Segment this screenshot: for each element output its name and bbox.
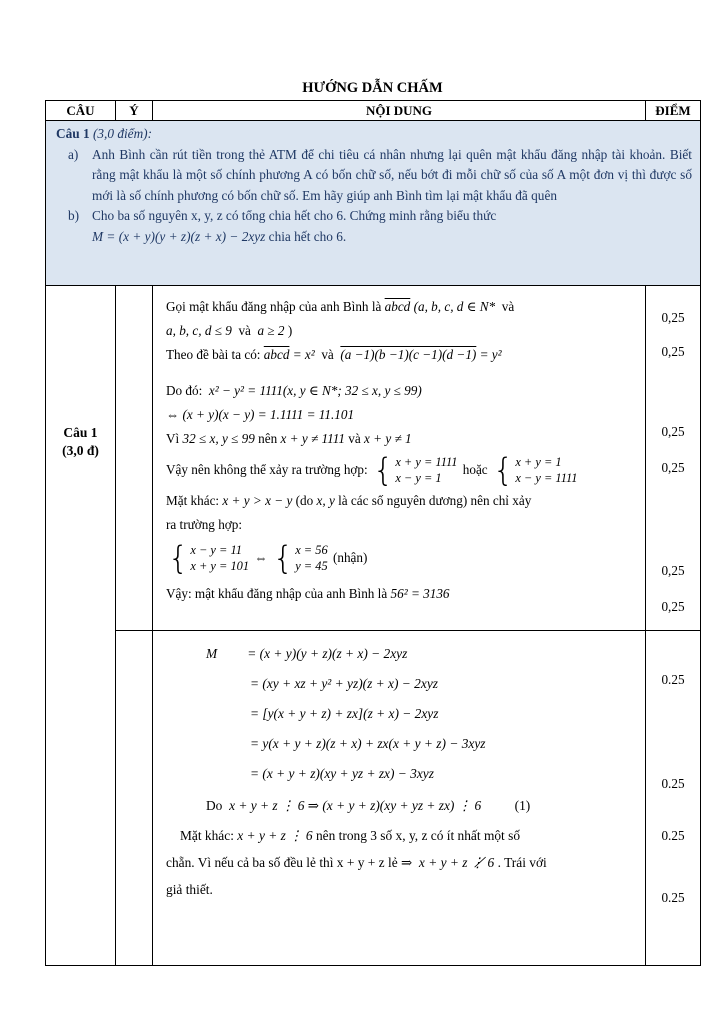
solution-line [166,583,635,605]
text-segment: và [314,347,341,362]
text-segment: Theo đề bài ta có: [166,347,264,362]
math-segment: ⇔ [251,550,271,566]
math-segment: x + y ≠ 1111 [280,431,345,446]
solution-question-cell [46,286,116,966]
text-segment: nên trong 3 số x, y, z có ít nhất một số [312,828,521,843]
score-value: 0,25 [661,563,685,578]
math-segment: = x² [289,347,315,362]
math-segment: x + y ≠ 1 [363,431,412,446]
equation-system [372,450,458,489]
system-equation: x − y = 11 [190,543,242,558]
system-equation: x + y = 101 [190,559,250,574]
text-segment: Do đó: [166,383,209,398]
item-b-text: Cho ba số nguyên x, y, z có tổng chia hết cho 6. Chứng minh rằng biểu thức [92,208,497,224]
problem-formula [54,227,692,248]
solution-question-points: (3,0 đ) [62,443,99,459]
text-segment: Mặt khác: [180,828,238,843]
system-brace-icon: { [372,450,394,489]
solution-row-part-a [46,286,701,631]
column-header-cau: CÂU [46,101,116,121]
score-value: 0.25 [661,890,685,905]
part-a-lines [166,296,635,605]
text-segment: nên [254,431,281,446]
text-segment: (nhận) [329,550,368,566]
solution-line [166,793,635,818]
problem-label: Câu 1 [56,126,90,141]
solution-line [166,344,635,366]
math-segment: = (xy + xz + y² + yz)(z + x) − 2xyz [250,675,438,691]
item-b-marker: b) [68,208,80,224]
solution-line [166,731,635,756]
math-segment: 56² = 3136 [390,585,450,601]
solution-line [166,539,635,578]
solution-line [166,701,635,726]
solution-line [166,761,635,786]
math-segment: a ≥ 2 [257,323,285,338]
y-cell-part-b [116,631,153,966]
score-value: 0,25 [661,310,685,325]
text-segment: hoặc [459,462,491,478]
item-a-text: Anh Bình cần rút tiền trong thẻ ATM để chi tiêu cá nhân nhưng lại quên mật khẩu đăng nhập tài khoản. Biết rằng mật khẩu là một số chính phương A có bốn chữ số, nếu bớt đi mỗi chữ số của số A một đơn vị thì được số mới là số chính phương có bốn chữ số. Em hãy giúp anh Bình tìm lại mật khẩu đã quên [92,146,692,203]
score-value: 0,25 [661,460,685,475]
problem-row [46,121,701,286]
column-header-y: Ý [116,101,153,121]
equation-system [168,539,250,578]
problem-points-note: (3,0 điểm): [92,126,153,141]
table-header-row [46,101,701,121]
y-cell-part-a [116,286,153,631]
score-value: 0,25 [661,599,685,614]
math-segment: M = (x + y)(y + z)(z + x) − 2xyz [206,645,408,661]
math-segment: ⇔ (x + y)(x − y) = 1.1111 = 11.101 [166,407,355,422]
formula-math: M = (x + y)(y + z)(z + x) − 2xyz [92,229,266,245]
score-value: 0,25 [661,344,685,359]
math-segment: ⇒ x + y + z ⋮̸ 6 [401,855,495,870]
text-segment: Vì [166,431,183,446]
solution-line [166,404,635,426]
system-equation: x + y = 1 [515,455,562,469]
solution-row-part-b [46,631,701,966]
math-segment: = y² [476,347,502,362]
system-brace-icon: { [492,450,514,489]
overlined-math-segment: abcd [263,347,290,362]
text-segment: Vậy: mật khẩu đăng nhập của anh Bình là [166,585,391,601]
solution-line [166,852,635,874]
overlined-math-segment: (a −1)(b −1)(c −1)(d −1) [340,347,477,362]
part-b-lines [166,641,635,901]
math-segment: (a, b, c, d ∈ N* [410,299,496,314]
item-a-marker: a) [68,146,79,162]
solution-line [166,296,635,318]
score-column-part-b [646,631,701,966]
solution-line [166,320,635,342]
score-value: 0.25 [661,672,685,687]
solution-question-label: Câu 1 [63,425,98,440]
formula-tail: chia hết cho 6. [265,229,347,245]
system-brace-icon: { [272,539,294,578]
problem-title [54,124,692,145]
text-segment: ) [284,323,293,338]
text-segment: và [344,431,364,446]
score-column-part-a [646,286,701,631]
math-segment: = y(x + y + z)(z + x) + zx(x + y + z) − 3xyz [250,735,486,751]
problem-item-b [54,206,692,227]
solution-line [166,428,635,450]
text-segment: Gọi mật khẩu đăng nhập của anh Bình là [166,299,385,314]
text-segment: (do [292,493,317,509]
math-segment: a, b, c, d ≤ 9 [166,323,232,338]
text-segment: (1) [481,797,531,813]
math-segment: x, y [316,493,335,509]
math-segment: 32 ≤ x, y ≤ 99 [182,431,255,446]
text-segment: Vậy nên không thể xảy ra trường hợp: [166,462,371,478]
math-segment: x + y > x − y [222,493,293,509]
text-segment: giả thiết. [166,882,213,897]
text-segment: ra trường hợp: [166,517,243,533]
score-value: 0.25 [661,776,685,791]
equation-system [492,450,578,489]
system-brace-icon: { [168,539,189,578]
math-segment: x + y + z ⋮ 6 [237,828,313,843]
problem-statement-cell [46,121,701,286]
system-equation: x − y = 1 [395,471,442,486]
solution-part-b-content [153,631,646,966]
solution-line [166,380,635,402]
math-segment: x² − y² = 1111(x, y ∈ N*; 32 ≤ x, y ≤ 99) [208,383,422,398]
column-header-noi-dung: NỘI DUNG [153,101,646,121]
system-equation: y = 45 [295,559,328,574]
text-segment: . Trái với [494,855,547,870]
text-segment: và [495,299,515,314]
problem-item-a [54,145,692,207]
system-equation: x − y = 1111 [515,471,578,486]
math-segment: = [y(x + y + z) + zx](z + x) − 2xyz [250,705,439,721]
math-segment: x + y + z ⋮ 6 ⇒ (x + y + z)(xy + yz + zx) ⋮ 6 [229,797,482,813]
solution-line [166,825,635,847]
solution-line [166,514,635,536]
solution-line [166,450,635,489]
text-segment: là các số nguyên dương) nên chỉ xảy [334,493,532,509]
column-header-diem: ĐIỂM [646,101,701,121]
text-segment: Mặt khác: [166,493,223,509]
grading-table [45,100,701,966]
text-segment: chẵn. Vì nếu cả ba số đều lẻ thì x + y + z lẻ [166,855,401,870]
solution-line [166,879,635,901]
system-equation: x + y = 1111 [395,455,458,469]
score-value: 0,25 [661,424,685,439]
text-segment: Do [206,797,230,813]
solution-line [166,671,635,696]
solution-line [166,641,635,666]
solution-part-a-content [153,286,646,631]
solution-line [166,490,635,512]
equation-system [272,539,328,578]
system-equation: x = 56 [295,543,328,558]
score-value: 0.25 [661,828,685,843]
overlined-math-segment: abcd [384,299,411,314]
document-title: HƯỚNG DẪN CHẤM [302,80,443,96]
text-segment: và [231,323,258,338]
math-segment: = (x + y + z)(xy + yz + zx) − 3xyz [250,765,434,781]
